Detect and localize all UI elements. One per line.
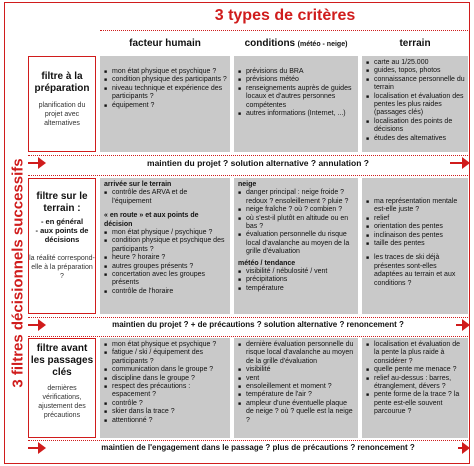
- list-item: ■ localisation et évaluation des pentes les plus raides (passages clés): [366, 93, 465, 118]
- list-item: ■ localisation des points de décisions: [366, 118, 465, 135]
- arrow-right-icon: [38, 319, 46, 331]
- page-title: 3 types de critères: [214, 7, 356, 24]
- separator: [28, 336, 468, 337]
- list-item: ■ mon état physique et psychique ?: [104, 341, 227, 349]
- filter-terrain: [28, 178, 96, 314]
- decision-band-2: [28, 320, 468, 334]
- arrow-line: [450, 162, 462, 164]
- list-item: ■ attentionné ?: [104, 417, 227, 425]
- arrow-right-icon: [462, 157, 470, 169]
- decision-band-label: maintien du projet ? solution alternative ? annulation ?: [147, 158, 369, 168]
- list-item: ■ heure ? horaire ?: [104, 254, 227, 262]
- decision-band-3: [28, 443, 468, 457]
- list-item: ■ études des alternatives: [366, 135, 465, 143]
- arrow-right-icon: [462, 442, 470, 454]
- filter-key-passages: [28, 338, 96, 438]
- list-item: ■ autres informations (Internet, ...): [238, 110, 355, 118]
- list-item: ■ mon état physique et psychique ?: [104, 68, 227, 76]
- list-item: ■ les traces de ski déjà présentes sont-elles adaptées au terrain et aux conditions ?: [366, 254, 465, 288]
- list-item: ■ autres groupes présents ?: [104, 263, 227, 271]
- cell-terrain-conditions: [234, 178, 358, 314]
- decision-band-1: [28, 158, 468, 172]
- list-item: ■ ma représentation mentale est-elle juste ?: [366, 198, 465, 215]
- list-item: ■ prévisions du BRA: [238, 68, 355, 76]
- list-item: ■ dernière évaluation personnelle du risque local d'avalanche au moyen de la grille d'évaluation: [238, 341, 355, 366]
- list-item: ■ température de l'air ?: [238, 391, 355, 399]
- column-header-conditions-note: (météo - neige): [297, 41, 348, 48]
- list-item: ■ guides, topos, photos: [366, 67, 465, 75]
- list-item: ■ ensoleillement et moment ?: [238, 383, 355, 391]
- filter-title: filtre avant les passages clés: [30, 343, 94, 378]
- list-item: ■ visibilité: [238, 366, 355, 374]
- list-item: ■ skier dans la trace ?: [104, 408, 227, 416]
- list-item: ■ où s'est-il plutôt en altitude ou en bas ?: [238, 215, 355, 232]
- decision-band-label: maintien du projet ? + de précautions ? solution alternative ? renoncement ?: [112, 320, 404, 329]
- list-item: ■ contrôle des ARVA et de l'équipement: [104, 189, 227, 206]
- cell-terrain-human: [100, 178, 230, 314]
- filter-title: filtre sur le terrain :: [36, 191, 88, 214]
- separator: [28, 317, 468, 318]
- filter-desc: dernières vérifications, ajustement des précautions: [38, 385, 86, 419]
- column-header-human: facteur humain: [129, 38, 201, 49]
- filter-sub-general: - en général: [40, 217, 84, 226]
- cell-passages-terrain: [362, 338, 468, 438]
- list-item: ■ pente forme de la trace ? la pente est-elle souvent parcourue ?: [366, 391, 465, 416]
- list-item: ■ quelle pente me menace ?: [366, 366, 465, 374]
- column-header-terrain: terrain: [399, 38, 431, 49]
- list-item: ■ condition physique des participants ?: [104, 76, 227, 84]
- list-item: ■ ampleur d'une éventuelle plaque de neige ? où ? quelle est la neige ?: [238, 400, 355, 425]
- separator: [28, 175, 468, 176]
- cell-prep-human: [100, 56, 230, 152]
- list-item: ■ localisation et évaluation de la pente la plus raide à considérer ?: [366, 341, 465, 366]
- list-item: ■ condition physique et psychique des participants ?: [104, 237, 227, 254]
- cell-passages-conditions: [234, 338, 358, 438]
- side-label: [6, 84, 30, 462]
- list-item: ■ neige fraîche ? où ? combien ?: [238, 206, 355, 214]
- side-label-text: 3 filtres décisionnels successifs: [9, 158, 27, 388]
- list-item: ■ taille des pentes: [366, 240, 465, 248]
- column-header-conditions-label: conditions: [244, 38, 296, 49]
- cell-subheading: arrivée sur le terrain: [104, 181, 172, 188]
- separator: [28, 155, 468, 156]
- list-item: ■ inclinaison des pentes: [366, 232, 465, 240]
- list-item: ■ évaluation personnelle du risque local d'avalanche au moyen de la grille d'évaluation: [238, 231, 355, 256]
- cell-prep-terrain: [362, 56, 468, 152]
- list-item: ■ connaissance personnelle du terrain: [366, 76, 465, 93]
- cell-subheading: « en route » et aux points de décision: [104, 212, 199, 228]
- cell-subheading: neige: [238, 181, 257, 188]
- list-item: ■ renseignements auprès de guides locaux et d'autres personnes compétentes: [238, 85, 355, 110]
- list-item: ■ concertation avec les groupes présents: [104, 271, 227, 288]
- list-item: ■ température: [238, 285, 355, 293]
- decision-band-label: maintien de l'engagement dans le passage ? plus de précautions ? renoncement ?: [101, 443, 415, 452]
- filter-title: filtre à la préparation: [34, 71, 90, 94]
- list-item: ■ visibilité / nébulosité / vent: [238, 268, 355, 276]
- list-item: ■ mon état physique / psychique ?: [104, 229, 227, 237]
- list-item: ■ niveau technique et expérience des participants ?: [104, 85, 227, 102]
- cell-passages-human: [100, 338, 230, 438]
- list-item: ■ relief: [366, 215, 465, 223]
- list-item: ■ carte au 1/25.000: [366, 59, 465, 67]
- list-item: ■ danger principal : neige froide ? redoux ? ensoleillement ? pluie ?: [238, 189, 355, 206]
- filter-sub-points: - aux points de décisions: [35, 226, 89, 244]
- filter-preparation: [28, 56, 96, 152]
- list-item: ■ fatigue / ski / équipement des participants ?: [104, 349, 227, 366]
- list-item: ■ communication dans le groupe ?: [104, 366, 227, 374]
- list-item: ■ prévisions météo: [238, 76, 355, 84]
- cell-subheading: météo / tendance: [238, 259, 296, 267]
- arrow-right-icon: [462, 319, 470, 331]
- cell-prep-conditions: [234, 56, 358, 152]
- filter-desc: planification du projet avec alternatives: [38, 102, 86, 127]
- title-underline: [100, 30, 470, 31]
- list-item: ■ vent: [238, 375, 355, 383]
- list-item: ■ orientation des pentes: [366, 223, 465, 231]
- arrow-right-icon: [38, 442, 46, 454]
- filter-desc: la réalité correspond-elle à la préparation ?: [29, 255, 95, 280]
- list-item: ■ contrôle de l'horaire: [104, 288, 227, 296]
- list-item: ■ contrôle ?: [104, 400, 227, 408]
- list-item: ■ discipline dans le groupe ?: [104, 375, 227, 383]
- cell-terrain-terrain: [362, 178, 468, 314]
- column-header-conditions: [234, 38, 358, 49]
- list-item: ■ équipement ?: [104, 102, 227, 110]
- list-item: ■ relief au-dessus : barres, étranglement, dévers ?: [366, 375, 465, 392]
- separator: [28, 440, 468, 441]
- list-item: ■ respect des précautions : espacement ?: [104, 383, 227, 400]
- list-item: ■ précipitations: [238, 276, 355, 284]
- arrow-right-icon: [38, 157, 46, 169]
